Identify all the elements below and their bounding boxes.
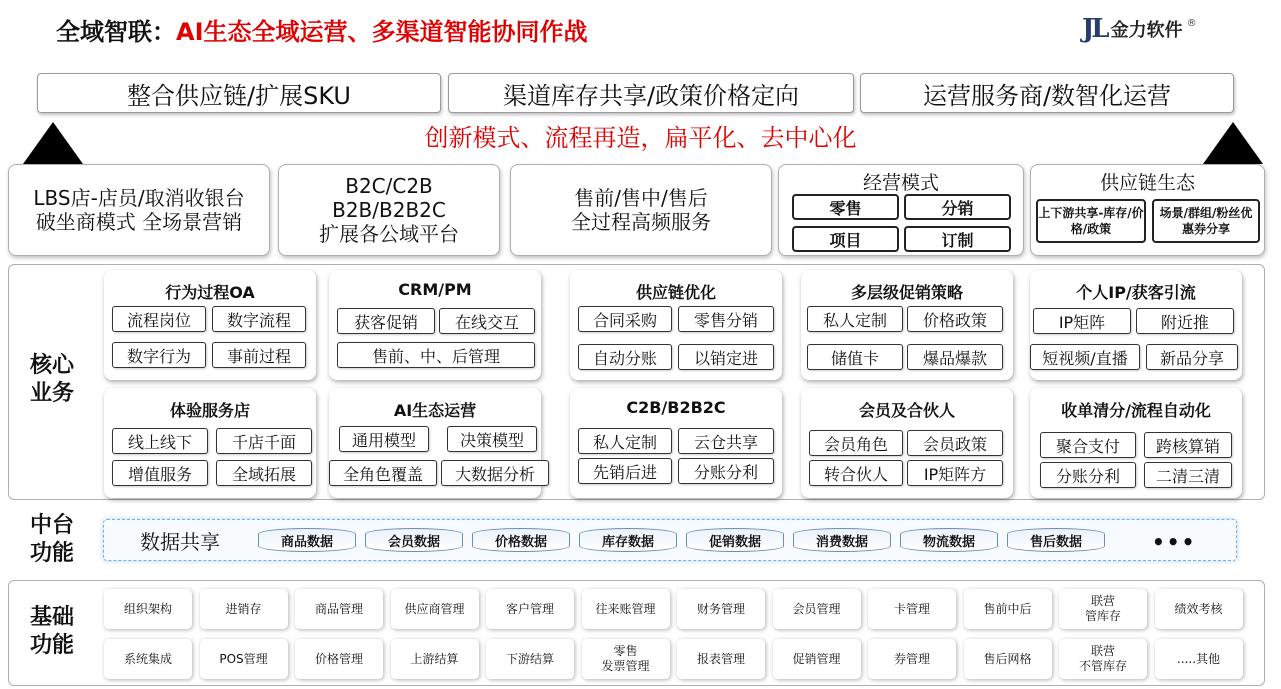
base-function-cell: 下游结算 (486, 639, 574, 679)
mode-box-lbs-line1: LBS店-店员/取消收银台 (33, 186, 245, 210)
base-function-cell: 零售 发票管理 (582, 639, 670, 679)
chip: IP矩阵方 (907, 460, 1003, 486)
mode-box-platform (278, 164, 500, 256)
chip: 二清三清 (1144, 462, 1232, 488)
business-model-title: 经营模式 (862, 172, 939, 194)
chip: 会员角色 (809, 430, 903, 456)
db-cylinder-member: 会员数据 (365, 528, 463, 552)
chip: 储值卡 (807, 344, 903, 370)
card-experience-store (104, 388, 316, 498)
chip: 零售分销 (678, 306, 774, 332)
mode-box-service (510, 164, 772, 256)
base-function-cell: 价格管理 (295, 639, 383, 679)
chip: 获客促销 (337, 308, 435, 334)
chip: 以销定进 (678, 344, 774, 370)
more-dots: ••• (1152, 530, 1197, 554)
logo-mark: JL (1082, 14, 1107, 44)
base-function-cell: 售前中后 (964, 589, 1052, 629)
card-title: 供应链优化 (635, 283, 716, 302)
base-function-cell: 商品管理 (295, 589, 383, 629)
db-cylinder-inventory: 库存数据 (579, 528, 677, 552)
base-function-cell: 上游结算 (391, 639, 479, 679)
card-title: 行为过程OA (165, 283, 255, 302)
tag-upstream-sharing: 上下游共享-库存/价格/政策 (1036, 199, 1146, 243)
card-members-partners (801, 388, 1013, 498)
chip: 分账分利 (1040, 462, 1136, 488)
base-function-cell: 售后网格 (964, 639, 1052, 679)
chip: 会员政策 (907, 430, 1003, 456)
base-function-cell: 会员管理 (773, 589, 861, 629)
mode-box-lbs-line2: 破坐商模式 全场景营销 (35, 210, 243, 234)
card-title: 会员及合伙人 (858, 401, 955, 420)
title-main: AI生态全域运营、多渠道智能协同作战 (176, 18, 588, 46)
card-title: AI生态运营 (393, 401, 477, 420)
chip: 私人定制 (807, 306, 903, 332)
chip: 大数据分析 (441, 460, 549, 486)
base-function-cell: 促销管理 (773, 639, 861, 679)
business-model-box (778, 164, 1024, 256)
chip: 千店千面 (216, 428, 312, 454)
page-title (56, 12, 588, 47)
base-function-cell: 进销存 (200, 589, 288, 629)
company-logo (1082, 14, 1197, 44)
chip: 售前、中、后管理 (337, 342, 535, 368)
base-function-cell: 绩效考核 (1155, 589, 1243, 629)
supply-ecosystem-box (1030, 164, 1265, 256)
base-function-cell: .....其他 (1155, 639, 1243, 679)
mode-box-service-line2: 全过程高频服务 (571, 210, 711, 234)
chip: IP矩阵 (1033, 308, 1131, 334)
db-cylinder-product: 商品数据 (258, 528, 356, 552)
chip: 爆品爆款 (907, 344, 1003, 370)
base-function-cell: 联营 不管库存 (1059, 639, 1147, 679)
tag-project: 项目 (792, 226, 899, 252)
card-c2b (570, 388, 782, 498)
mode-box-platform-line1: B2C/C2B (345, 174, 433, 198)
base-function-cell: POS管理 (200, 639, 288, 679)
chip: 新品分享 (1146, 344, 1238, 370)
base-function-cell: 卡管理 (868, 589, 956, 629)
tag-custom: 订制 (904, 226, 1011, 252)
mode-box-service-line1: 售前/售中/售后 (574, 186, 708, 210)
slogan: 创新模式、流程再造，扁平化、去中心化 (424, 124, 857, 152)
chip: 云仓共享 (678, 428, 774, 454)
base-function-cell: 联营 管库存 (1059, 589, 1147, 629)
card-personal-ip (1030, 270, 1242, 380)
chip: 私人定制 (578, 428, 672, 454)
mode-box-lbs (8, 164, 270, 256)
tag-retail: 零售 (792, 194, 899, 220)
pillar-supply-chain: 整合供应链/扩展SKU (37, 73, 441, 113)
base-functions-label: 基础 功能 (29, 605, 74, 658)
card-behavior-oa (104, 270, 316, 380)
pillar-operations: 运营服务商/数智化运营 (860, 73, 1234, 113)
card-title: 多层级促销策略 (850, 283, 963, 302)
title-prefix: 全域智联： (56, 18, 176, 46)
registered-mark: ® (1186, 17, 1197, 29)
db-cylinder-consumption: 消费数据 (793, 528, 891, 552)
chip: 事前过程 (212, 342, 306, 368)
chip: 通用模型 (339, 426, 429, 452)
chip: 流程岗位 (112, 306, 206, 332)
chip: 在线交互 (439, 308, 535, 334)
supply-ecosystem-title: 供应链生态 (1099, 172, 1195, 194)
card-title: 收单清分/流程自动化 (1061, 401, 1211, 420)
db-cylinder-promotion: 促销数据 (686, 528, 784, 552)
base-function-cell: 券管理 (868, 639, 956, 679)
base-function-cell: 报表管理 (677, 639, 765, 679)
mode-box-platform-line3: 扩展各公域平台 (319, 222, 459, 246)
card-crm-pm (329, 270, 541, 380)
card-title: CRM/PM (398, 280, 472, 299)
pillar-channel-inventory: 渠道库存共享/政策价格定向 (448, 73, 854, 113)
chip: 全域拓展 (216, 460, 312, 486)
db-cylinder-logistics: 物流数据 (900, 528, 998, 552)
card-title: 个人IP/获客引流 (1076, 283, 1196, 302)
chip: 自动分账 (578, 344, 672, 370)
chip: 转合伙人 (809, 460, 903, 486)
data-share-title: 数据共享 (140, 530, 220, 554)
middle-platform-label: 中台 功能 (29, 513, 74, 566)
card-supply-chain (570, 270, 782, 380)
chip: 增值服务 (112, 460, 208, 486)
base-function-cell: 财务管理 (677, 589, 765, 629)
base-function-cell: 系统集成 (104, 639, 192, 679)
db-cylinder-price: 价格数据 (472, 528, 570, 552)
card-promotion-strategy (801, 270, 1013, 380)
tag-distribution: 分销 (904, 194, 1011, 220)
chip: 全角色覆盖 (329, 460, 437, 486)
chip: 聚合支付 (1040, 432, 1136, 458)
logo-name: 金力软件 (1110, 20, 1183, 41)
chip: 线上线下 (112, 428, 208, 454)
chip: 决策模型 (447, 426, 537, 452)
base-function-cell: 组织架构 (104, 589, 192, 629)
mode-box-platform-line2: B2B/B2B2C (332, 198, 446, 222)
db-cylinder-aftersales: 售后数据 (1007, 528, 1105, 552)
chip: 短视频/直播 (1030, 344, 1140, 370)
chip: 附近推 (1136, 308, 1234, 334)
chip: 跨核算销 (1144, 432, 1232, 458)
tag-coupon-sharing: 场景/群组/粉丝优惠券分享 (1152, 199, 1260, 243)
chip: 数字流程 (212, 306, 306, 332)
chip: 先销后进 (578, 458, 672, 484)
chip: 分账分利 (678, 458, 774, 484)
card-payment-clearing (1030, 388, 1242, 498)
chip: 价格政策 (907, 306, 1003, 332)
chip: 数字行为 (112, 342, 206, 368)
card-ai-ecosystem (329, 388, 541, 498)
card-title: 体验服务店 (169, 401, 250, 420)
base-function-cell: 往来账管理 (582, 589, 670, 629)
core-business-label: 核心 业务 (29, 353, 74, 406)
chip: 合同采购 (578, 306, 672, 332)
card-title: C2B/B2B2C (626, 398, 726, 417)
base-function-cell: 供应商管理 (391, 589, 479, 629)
base-function-cell: 客户管理 (486, 589, 574, 629)
